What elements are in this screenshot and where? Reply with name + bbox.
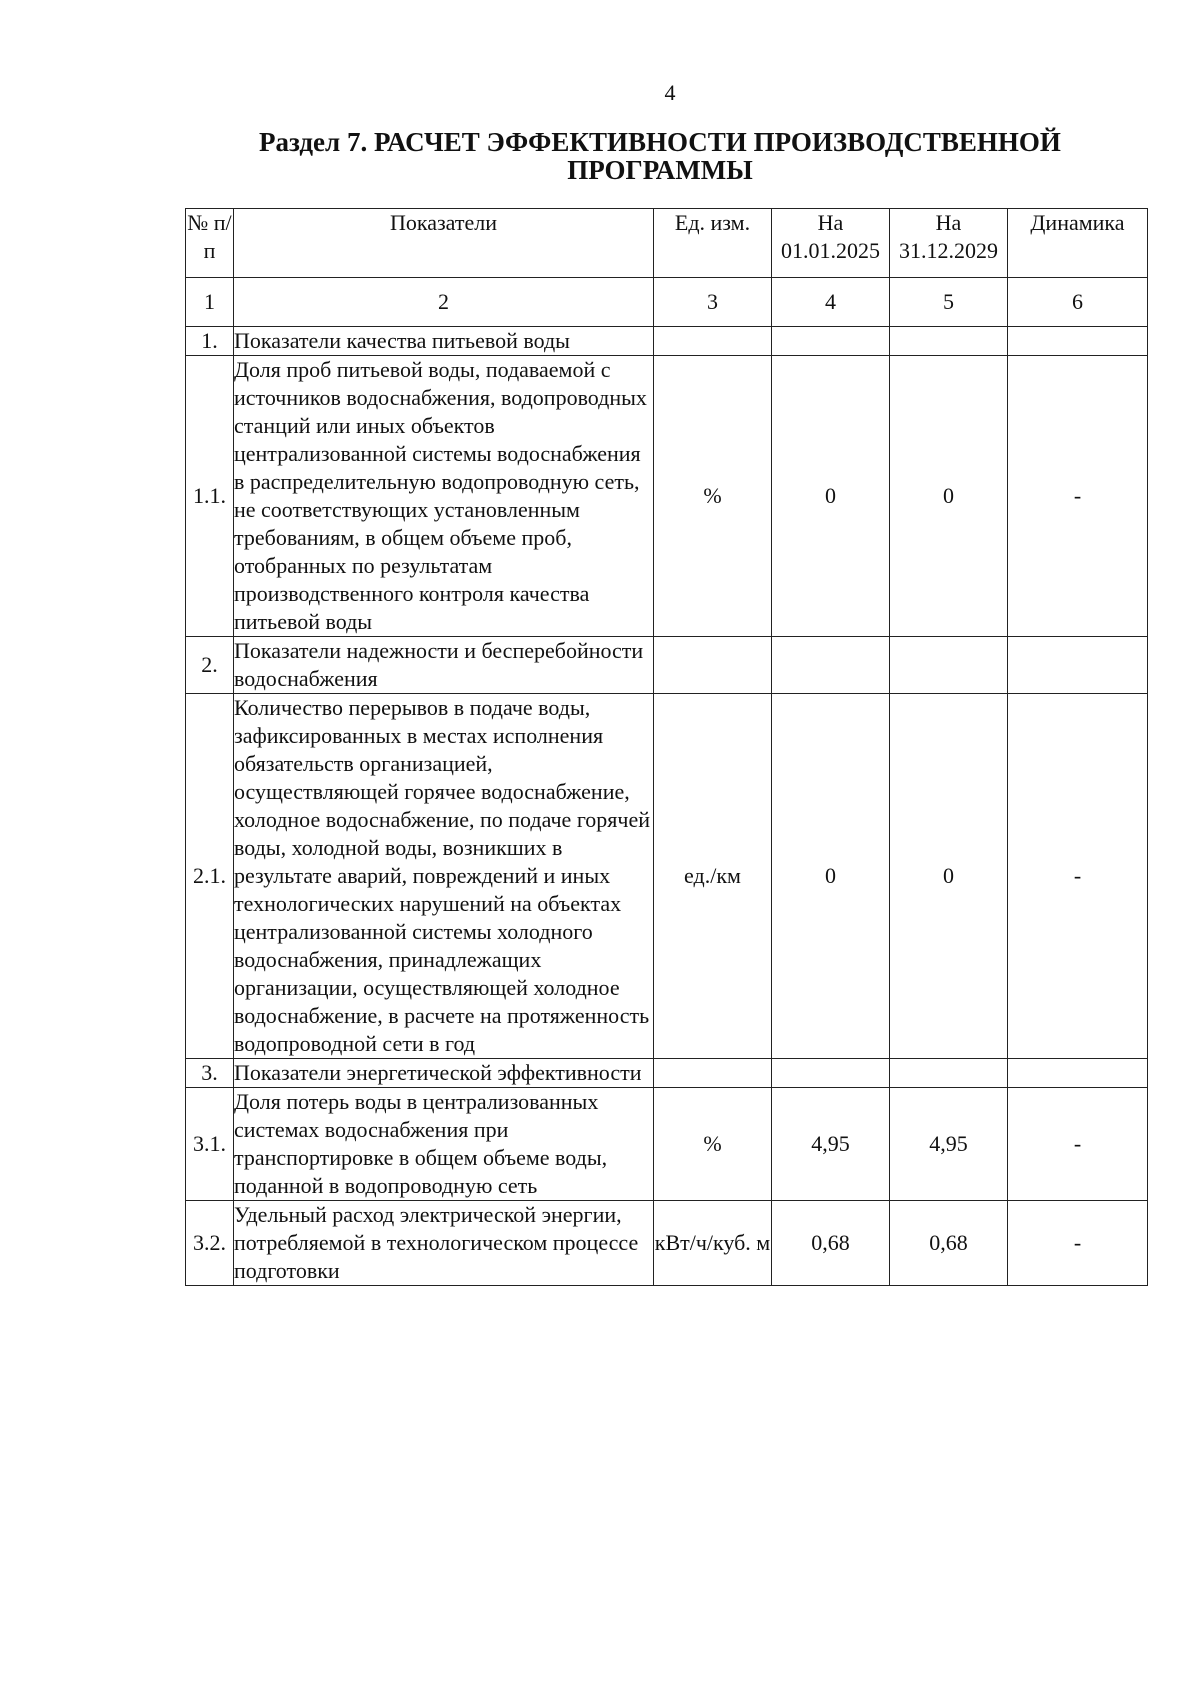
- efficiency-table: [185, 208, 1148, 1286]
- column-number-row: [186, 278, 1148, 327]
- row-unit: %: [654, 356, 772, 637]
- row-unit: кВт/ч/куб. м: [654, 1201, 772, 1286]
- row-dynamics: -: [1008, 694, 1148, 1059]
- row-dynamics: -: [1008, 1088, 1148, 1201]
- page-number: 4: [664, 80, 676, 105]
- row-start-value: 0: [772, 356, 890, 637]
- row-number: 1.1.: [186, 356, 234, 637]
- row-number: 3.: [186, 1059, 234, 1088]
- row-start-value: [772, 637, 890, 694]
- row-start-value: [772, 327, 890, 356]
- row-unit: [654, 1059, 772, 1088]
- row-unit: %: [654, 1088, 772, 1201]
- row-unit: [654, 637, 772, 694]
- row-indicator: Количество перерывов в подаче воды, зафиксированных в местах исполнения обязательств организацией, осуществляющей горячее водоснабжение, холодное водоснабжение, по подаче горячей воды, холодной воды, возникших в результате аварий, повреждений и иных технологических нарушений на объектах централизованной системы холодного водоснабжения, принадлежащих организации, осуществляющей холодное водоснабжение, в расчете на протяженность водопроводной сети в год: [234, 694, 654, 1059]
- row-number: 3.1.: [186, 1088, 234, 1201]
- table-row: [186, 1088, 1148, 1201]
- table-header-row: [186, 209, 1148, 278]
- column-number: 1: [186, 278, 234, 327]
- header-end: На 31.12.2029: [890, 209, 1008, 278]
- row-number: 1.: [186, 327, 234, 356]
- column-number: 4: [772, 278, 890, 327]
- row-end-value: [890, 637, 1008, 694]
- row-end-value: [890, 327, 1008, 356]
- header-start: На 01.01.2025: [772, 209, 890, 278]
- header-dynamics: Динамика: [1008, 209, 1148, 278]
- row-unit: ед./км: [654, 694, 772, 1059]
- row-dynamics: -: [1008, 356, 1148, 637]
- table-row: [186, 327, 1148, 356]
- column-number: 2: [234, 278, 654, 327]
- page-title: Раздел 7. РАСЧЕТ ЭФФЕКТИВНОСТИ ПРОИЗВОДСТВЕННОЙ ПРОГРАММЫ: [259, 127, 1061, 185]
- row-indicator: Показатели надежности и бесперебойности водоснабжения: [234, 637, 654, 694]
- row-end-value: 4,95: [890, 1088, 1008, 1201]
- table-row: [186, 356, 1148, 637]
- row-number: 2.: [186, 637, 234, 694]
- table-row: [186, 1201, 1148, 1286]
- row-unit: [654, 327, 772, 356]
- column-number: 6: [1008, 278, 1148, 327]
- header-indicator: Показатели: [234, 209, 654, 278]
- row-indicator: Удельный расход электрической энергии, потребляемой в технологическом процессе подготовки: [234, 1201, 654, 1286]
- row-dynamics: [1008, 637, 1148, 694]
- row-end-value: 0,68: [890, 1201, 1008, 1286]
- row-start-value: 4,95: [772, 1088, 890, 1201]
- row-end-value: [890, 1059, 1008, 1088]
- header-unit: Ед. изм.: [654, 209, 772, 278]
- row-number: 2.1.: [186, 694, 234, 1059]
- row-dynamics: [1008, 1059, 1148, 1088]
- table-row: [186, 637, 1148, 694]
- row-dynamics: -: [1008, 1201, 1148, 1286]
- row-indicator: Показатели качества питьевой воды: [234, 327, 654, 356]
- row-end-value: 0: [890, 694, 1008, 1059]
- row-start-value: 0,68: [772, 1201, 890, 1286]
- column-number: 5: [890, 278, 1008, 327]
- row-end-value: 0: [890, 356, 1008, 637]
- row-dynamics: [1008, 327, 1148, 356]
- row-indicator: Доля потерь воды в централизованных системах водоснабжения при транспортировке в общем объеме воды, поданной в водопроводную сеть: [234, 1088, 654, 1201]
- row-number: 3.2.: [186, 1201, 234, 1286]
- table-row: [186, 694, 1148, 1059]
- row-start-value: [772, 1059, 890, 1088]
- table-row: [186, 1059, 1148, 1088]
- column-number: 3: [654, 278, 772, 327]
- header-no: № п/п: [186, 209, 234, 278]
- row-start-value: 0: [772, 694, 890, 1059]
- row-indicator: Показатели энергетической эффективности: [234, 1059, 654, 1088]
- row-indicator: Доля проб питьевой воды, подаваемой с источников водоснабжения, водопроводных станций или иных объектов централизованной системы водоснабжения в распределительную водопроводную сеть, не соответствующих установленным требованиям, в общем объеме проб, отобранных по результатам производственного контроля качества питьевой воды: [234, 356, 654, 637]
